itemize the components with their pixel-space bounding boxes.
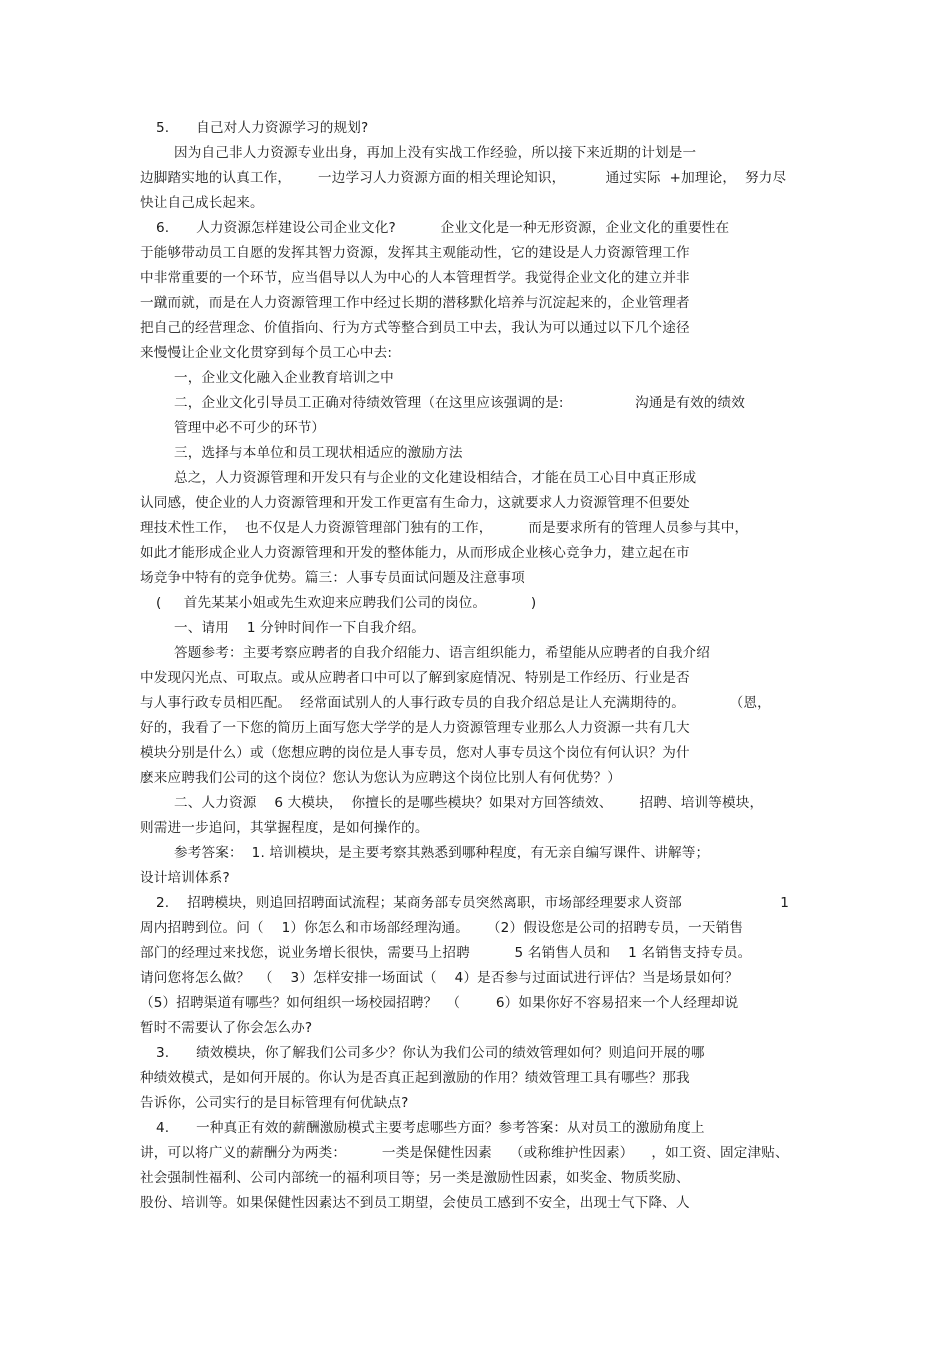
text-line-11: 一，企业文化融入企业教育培训之中	[174, 370, 394, 386]
text-line-1: 5. 自己对人力资源学习的规划?	[156, 120, 369, 136]
text-line-12: 二，企业文化引导员工正确对待绩效管理（在这里应该强调的是: 沟通是有效的绩效	[174, 395, 746, 411]
text-line-44: 股份、培训等。如果保健性因素达不到员工期望，会使员工感到不安全，出现士气下降、人	[140, 1195, 690, 1211]
text-line-21: 一、请用 1 分钟时间作一下自我介绍。	[174, 620, 426, 636]
text-line-6: 于能够带动员工自愿的发挥其智力资源，发挥其主观能动性，它的建设是人力资源管理工作	[140, 245, 690, 261]
text-line-8: 一蹴而就，而是在人力资源管理工作中经过长期的潜移默化培养与沉淀起来的，企业管理者	[140, 295, 690, 311]
text-line-31: 设计培训体系?	[140, 870, 230, 886]
text-line-25: 好的，我看了一下您的简历上面写您大学学的是人力资源管理专业那么人力资源一共有几大	[140, 720, 690, 736]
text-line-41: 4. 一种真正有效的薪酬激励模式主要考虑哪些方面？参考答案：从对员工的激励角度上	[156, 1120, 705, 1136]
text-line-14: 三，选择与本单位和员工现状相适应的激励方法	[174, 445, 463, 461]
text-line-43: 社会强制性福利、公司内部统一的福利项目等；另一类是激励性因素，如奖金、物质奖励、	[140, 1170, 690, 1186]
text-line-30: 参考答案： 1. 培训模块，是主要考察其熟悉到哪种程度，有无亲自编写课件、讲解等；	[174, 845, 710, 861]
text-line-19: 场竞争中特有的竞争优势。篇三：人事专员面试问题及注意事项	[140, 570, 525, 586]
text-line-38: 3. 绩效模块，你了解我们公司多少？你认为我们公司的绩效管理如何？则追问开展的哪	[156, 1045, 705, 1061]
text-line-22: 答题参考：主要考察应聘者的自我介绍能力、语言组织能力，希望能从应聘者的自我介绍	[174, 645, 711, 661]
text-line-37: 暂时不需要认了你会怎么办?	[140, 1020, 313, 1036]
text-line-40: 告诉你，公司实行的是目标管理有何优缺点?	[140, 1095, 409, 1111]
text-line-16: 认同感，使企业的人力资源管理和开发工作更富有生命力，这就要求人力资源管理不但要处	[140, 495, 690, 511]
text-line-27: 麽来应聘我们公司的这个岗位？您认为您认为应聘这个岗位比别人有何优势？）	[140, 770, 622, 786]
text-line-10: 来慢慢让企业文化贯穿到每个员工心中去:	[140, 345, 393, 361]
text-line-36: （5）招聘渠道有哪些？如何组织一场校园招聘？ （ 6）如果你好不容易招来一个人经理却说	[140, 995, 739, 1011]
text-line-26: 模块分别是什么）或（您想应聘的岗位是人事专员，您对人事专员这个岗位有何认识？为什	[140, 745, 690, 761]
text-line-20: ( 首先某某小姐或先生欢迎来应聘我们公司的岗位。 )	[156, 595, 537, 611]
text-line-42: 讲，可以将广义的薪酬分为两类： 一类是保健性因素 （或称维护性因素） ，如工资、固定津贴、	[140, 1145, 789, 1161]
text-line-23: 中发现闪光点、可取点。或从应聘者口中可以了解到家庭情况、特别是工作经历、行业是否	[140, 670, 690, 686]
text-line-3: 边脚踏实地的认真工作， 一边学习人力资源方面的相关理论知识， 通过实际 +加理论， 努力尽	[140, 170, 787, 186]
text-line-13: 管理中必不可少的环节）	[174, 420, 326, 436]
text-line-33: 周内招聘到位。问（ 1）你怎么和市场部经理沟通。 （2）假设您是公司的招聘专员，一天销售	[140, 920, 744, 936]
text-line-24: 与人事行政专员相匹配。 经常面试别人的人事行政专员的自我介绍总是让人充满期待的。 （恩，	[140, 695, 771, 711]
text-line-18: 如此才能形成企业人力资源管理和开发的整体能力，从而形成企业核心竞争力，建立起在市	[140, 545, 690, 561]
text-line-7: 中非常重要的一个环节，应当倡导以人为中心的人本管理哲学。我觉得企业文化的建立并非	[140, 270, 690, 286]
text-line-5: 6. 人力资源怎样建设公司企业文化? 企业文化是一种无形资源，企业文化的重要性在	[156, 220, 730, 236]
text-line-17: 理技术性工作， 也不仅是人力资源管理部门独有的工作， 而是要求所有的管理人员参与其中，	[140, 520, 749, 536]
text-line-4: 快让自己成长起来。	[140, 195, 264, 211]
text-line-32: 2. 招聘模块，则追回招聘面试流程；某商务部专员突然离职，市场部经理要求人资部 1	[156, 895, 790, 911]
text-line-28: 二、人力资源 6 大模块， 你擅长的是哪些模块？如果对方回答绩效、 招聘、培训等模块，	[174, 795, 764, 811]
text-line-9: 把自己的经营理念、价值指向、行为方式等整合到员工中去，我认为可以通过以下几个途径	[140, 320, 690, 336]
text-line-39: 种绩效模式，是如何开展的。你认为是否真正起到激励的作用？绩效管理工具有哪些？那我	[140, 1070, 690, 1086]
text-line-29: 则需进一步追问，其掌握程度，是如何操作的。	[140, 820, 429, 836]
text-line-34: 部门的经理过来找您，说业务增长很快，需要马上招聘 5 名销售人员和 1 名销售支持专员。	[140, 945, 752, 961]
text-line-15: 总之，人力资源管理和开发只有与企业的文化建设相结合，才能在员工心目中真正形成	[174, 470, 697, 486]
text-line-35: 请问您将怎么做？ （ 3）怎样安排一场面试（ 4）是否参与过面试进行评估？当是场景如何？	[140, 970, 739, 986]
text-line-2: 因为自己非人力资源专业出身，再加上没有实战工作经验，所以接下来近期的计划是一	[174, 145, 697, 161]
